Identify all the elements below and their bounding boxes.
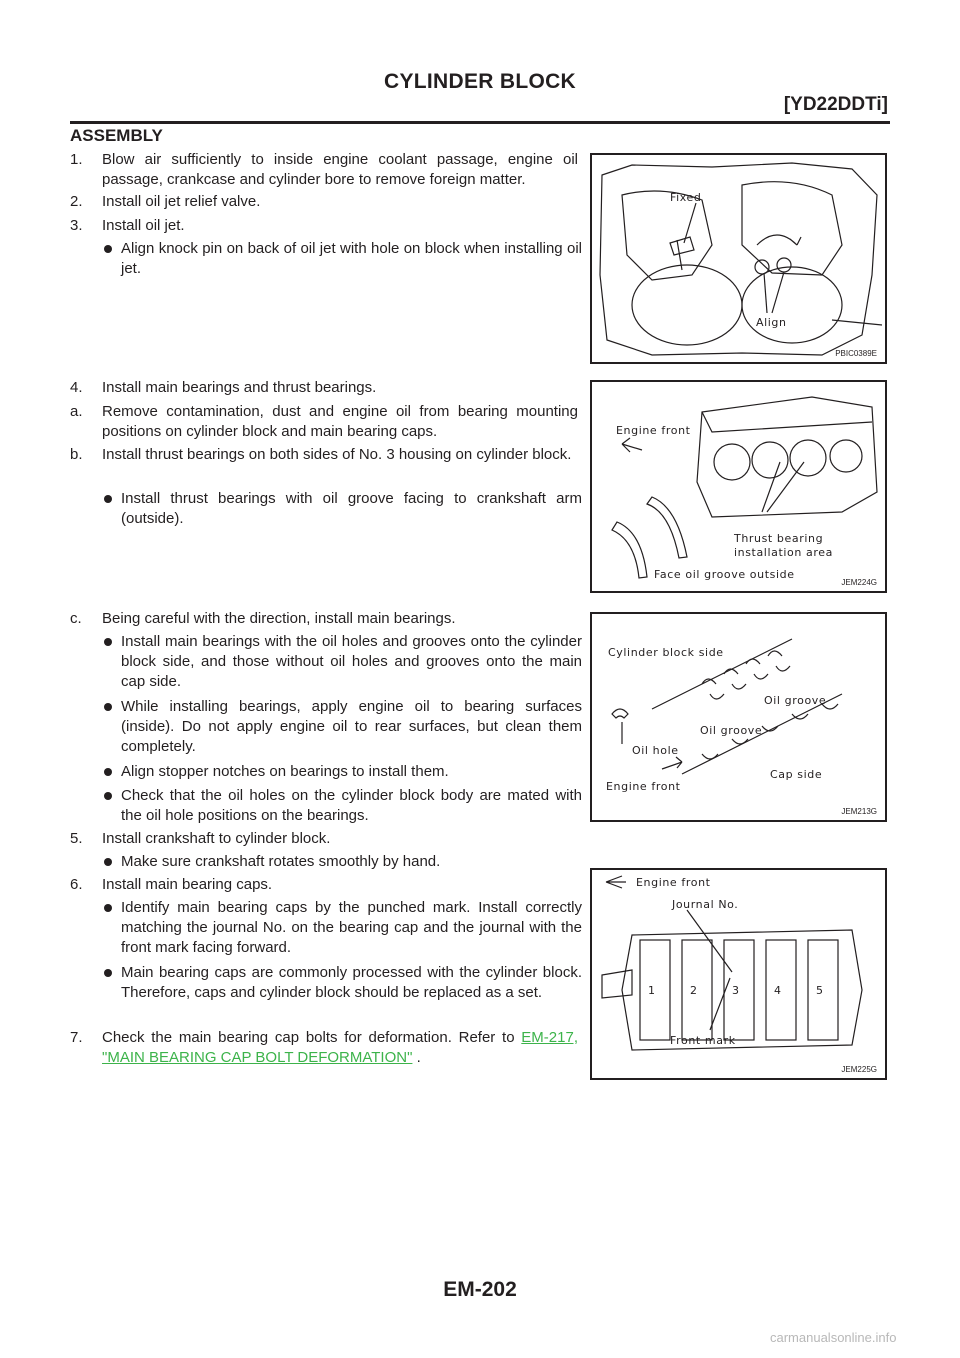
step-number: c. [70, 610, 82, 627]
step-number: 5. [70, 830, 83, 847]
bullet-item: Make sure crankshaft rotates smoothly by hand. [117, 852, 582, 872]
bullet-item: Align stopper notches on bearings to install them. [117, 762, 582, 782]
thrust-bearing-illustration [592, 382, 885, 591]
journal-number: 2 [690, 984, 698, 997]
label-fixed: Fixed [670, 191, 702, 204]
label-cap-side: Cap side [770, 768, 823, 781]
journal-number: 3 [732, 984, 740, 997]
label-align: Align [756, 316, 787, 329]
header-rule [70, 121, 890, 124]
step-number: 2. [70, 193, 83, 210]
label-oil-groove-lower: Oil groove [700, 724, 763, 737]
figure-id: JEM224G [841, 578, 877, 587]
step-number: 3. [70, 217, 83, 234]
label-cylinder-block-side: Cylinder block side [608, 646, 724, 659]
step-text: Install main bearing caps. [102, 876, 273, 893]
oil-jet-illustration [592, 155, 885, 362]
bullet-item: Install main bearings with the oil holes and grooves onto the cylinder block side, and those without oil holes and grooves onto the main cap side. [117, 632, 582, 692]
step-number: 4. [70, 379, 83, 396]
step-text: Install oil jet. [102, 217, 185, 234]
step-number: a. [70, 403, 83, 420]
bullet-item: Install thrust bearings with oil groove facing to crankshaft arm (outside). [117, 489, 582, 529]
figure-thrust-bearings [590, 380, 887, 593]
journal-number: 4 [774, 984, 782, 997]
figure-main-bearings [590, 612, 887, 822]
label-front-mark: Front mark [670, 1034, 736, 1047]
step-number: 1. [70, 151, 83, 168]
journal-number: 5 [816, 984, 824, 997]
page-title: CYLINDER BLOCK [383, 70, 577, 93]
figure-id: PBIC0389E [835, 349, 877, 358]
bullet-item: Main bearing caps are commonly processed with the cylinder block. Therefore, caps and cylinder block should be replaced as a set. [117, 963, 582, 1003]
bullet-item: Align knock pin on back of oil jet with hole on block when installing oil jet. [117, 239, 582, 279]
step-text: Install crankshaft to cylinder block. [102, 830, 331, 847]
journal-number: 1 [648, 984, 656, 997]
main-bearing-illustration [592, 614, 885, 820]
step-text: Install thrust bearings on both sides of No. 3 housing on cylinder block. [102, 446, 572, 463]
label-installation-area: installation area [734, 546, 833, 559]
label-engine-front: Engine front [616, 424, 691, 437]
step-number: 7. [70, 1029, 83, 1046]
label-engine-front: Engine front [606, 780, 681, 793]
page-number: EM-202 [443, 1278, 517, 1301]
figure-id: JEM225G [841, 1065, 877, 1074]
bearing-cap-illustration [592, 870, 885, 1078]
label-thrust-bearing: Thrust bearing [734, 532, 824, 545]
step-text: Being careful with the direction, install main bearings. [102, 610, 456, 627]
engine-model: [YD22DDTi] [783, 94, 888, 115]
cross-reference-link[interactable]: EM-217, "MAIN BEARING CAP BOLT DEFORMATION" [102, 1029, 578, 1066]
label-journal-no: Journal No. [672, 898, 739, 911]
step-text: Remove contamination, dust and engine oil from bearing mounting positions on cylinder block and main bearing caps. [102, 403, 578, 440]
label-oil-groove-upper: Oil groove [764, 694, 827, 707]
figure-id: JEM213G [841, 807, 877, 816]
bullet-item: Identify main bearing caps by the punched mark. Install correctly matching the journal No. on the bearing cap and the journal with the front mark facing forward. [117, 898, 582, 958]
step-number: 6. [70, 876, 83, 893]
label-oil-hole: Oil hole [632, 744, 679, 757]
label-engine-front: Engine front [636, 876, 711, 889]
step-text: Install main bearings and thrust bearings. [102, 379, 377, 396]
step-text-lead: Check the main bearing cap bolts for deformation. Refer to [102, 1029, 515, 1046]
label-face-oil-groove: Face oil groove outside [654, 568, 795, 581]
step-text: Blow air sufficiently to inside engine coolant passage, engine oil passage, crankcase and cylinder bore to remove foreign matter. [102, 151, 578, 188]
step-number: b. [70, 446, 83, 463]
step-text-tail: . [412, 1049, 421, 1066]
bullet-item: Check that the oil holes on the cylinder block body are mated with the oil hole positions on the bearings. [117, 786, 582, 826]
step-text [102, 1028, 578, 1068]
figure-main-bearing-caps [590, 868, 887, 1080]
bullet-item: While installing bearings, apply engine oil to bearing surfaces (inside). Do not apply engine oil to rear surfaces, but clean them completely. [117, 697, 582, 757]
section-title: ASSEMBLY [70, 126, 163, 145]
figure-oil-jet [590, 153, 887, 364]
step-text: Install oil jet relief valve. [102, 193, 261, 210]
watermark: carmanualsonline.info [770, 1330, 897, 1345]
